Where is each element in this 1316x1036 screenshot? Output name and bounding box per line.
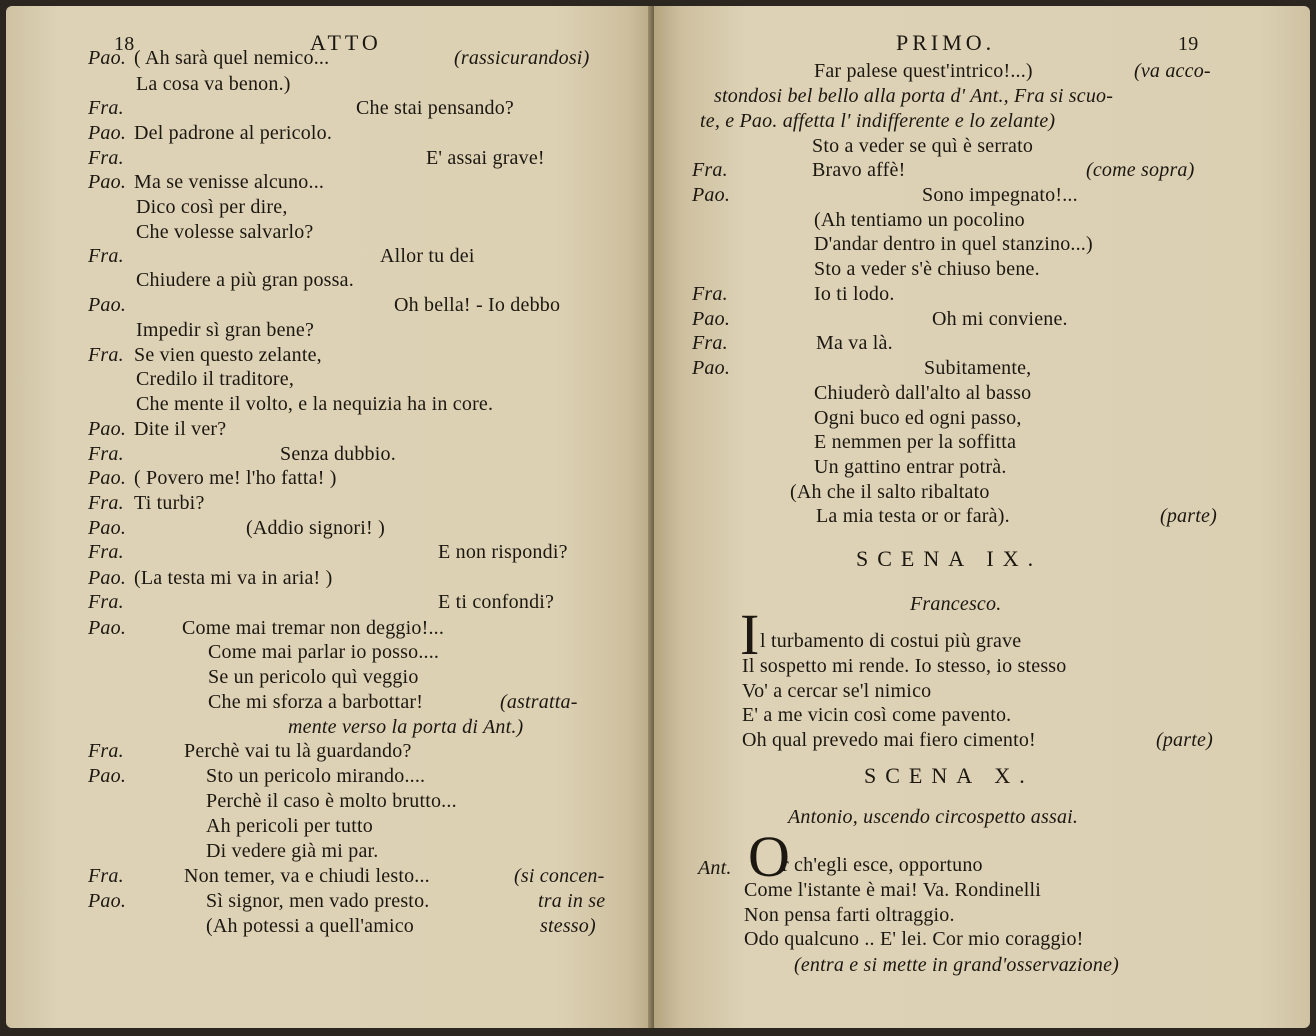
page-number: 18 bbox=[114, 33, 135, 55]
verse-line: Che stai pensando? bbox=[356, 97, 515, 119]
speaker-label: Fra. bbox=[692, 283, 728, 305]
verse-line: Sto a veder se quì è serrato bbox=[812, 135, 1034, 157]
verse-line: (La testa mi va in aria! ) bbox=[134, 567, 333, 589]
verse-line: Un gattino entrar potrà. bbox=[814, 456, 1007, 478]
verse-line: Odo qualcuno .. E' lei. Cor mio coraggio! bbox=[744, 928, 1084, 950]
speaker-label: Pao. bbox=[88, 765, 127, 787]
verse-line: Sono impegnato!... bbox=[922, 184, 1078, 206]
speaker-label: Fra. bbox=[88, 245, 124, 267]
verse-line: Sto a veder s'è chiuso bene. bbox=[814, 258, 1040, 280]
speaker-label: Fra. bbox=[88, 443, 124, 465]
verse-line: Del padrone al pericolo. bbox=[134, 122, 333, 144]
running-head: ATTO bbox=[310, 30, 382, 55]
verse-line: (Ah potessi a quell'amico bbox=[206, 915, 414, 937]
speaker-label: Pao. bbox=[88, 294, 127, 316]
drop-cap: I bbox=[740, 602, 760, 667]
speaker-label: Fra. bbox=[88, 492, 124, 514]
verse-line: Oh qual prevedo mai fiero cimento! bbox=[742, 729, 1036, 751]
verse-line: Non pensa farti oltraggio. bbox=[744, 904, 955, 926]
speaker-label: Fra. bbox=[88, 147, 124, 169]
verse-line: Oh mi conviene. bbox=[932, 308, 1068, 330]
speaker-label: Fra. bbox=[692, 159, 728, 181]
stage-direction: (va acco- bbox=[1134, 60, 1211, 82]
verse-line: Subitamente, bbox=[924, 357, 1032, 379]
verse-line: Non temer, va e chiudi lesto... bbox=[184, 865, 430, 887]
stage-direction: stesso) bbox=[540, 915, 596, 937]
scene-character: Antonio, uscendo circospetto assai. bbox=[788, 806, 1079, 828]
speaker-label: Fra. bbox=[88, 541, 124, 563]
speaker-label: Pao. bbox=[88, 890, 127, 912]
left-page bbox=[6, 6, 654, 1028]
verse-line: Dite il ver? bbox=[134, 418, 227, 440]
verse-line: Perchè vai tu là guardando? bbox=[184, 740, 412, 762]
speaker-label: Pao. bbox=[88, 617, 127, 639]
verse-line: Ti turbi? bbox=[134, 492, 205, 514]
stage-direction: (parte) bbox=[1156, 729, 1213, 751]
speaker-label: Pao. bbox=[88, 122, 127, 144]
verse-line: Ogni buco ed ogni passo, bbox=[814, 407, 1022, 429]
verse-line: Credilo il traditore, bbox=[136, 368, 295, 390]
verse-line: Ah pericoli per tutto bbox=[206, 815, 373, 837]
speaker-label: Pao. bbox=[692, 184, 731, 206]
verse-line: E' assai grave! bbox=[426, 147, 545, 169]
stage-direction: mente verso la porta di Ant.) bbox=[288, 716, 524, 738]
verse-line: Perchè il caso è molto brutto... bbox=[206, 790, 457, 812]
speaker-label: Pao. bbox=[88, 517, 127, 539]
right-page bbox=[654, 6, 1310, 1028]
verse-line: Chiudere a più gran possa. bbox=[136, 269, 354, 291]
verse-line: Che mente il volto, e la nequizia ha in core. bbox=[136, 393, 494, 415]
verse-line: Se vien questo zelante, bbox=[134, 344, 322, 366]
speaker-label: Fra. bbox=[88, 344, 124, 366]
scene-heading: SCENA IX. bbox=[856, 546, 1043, 571]
verse-line: E' a me vicin così come pavento. bbox=[742, 704, 1012, 726]
page-number: 19 bbox=[1178, 33, 1199, 55]
verse-line: E nemmen per la soffitta bbox=[814, 431, 1017, 453]
speaker-label: Pao. bbox=[88, 467, 127, 489]
stage-direction: (come sopra) bbox=[1086, 159, 1195, 181]
speaker-label: Pao. bbox=[692, 308, 731, 330]
verse-line: Senza dubbio. bbox=[280, 443, 396, 465]
stage-direction: (si concen- bbox=[514, 865, 605, 887]
verse-line: (Ah tentiamo un pocolino bbox=[814, 209, 1025, 231]
drop-cap: O bbox=[748, 824, 791, 889]
verse-line: Vo' a cercar se'l nimico bbox=[742, 680, 932, 702]
stage-direction: (rassicurandosi) bbox=[454, 47, 590, 69]
speaker-label: Fra. bbox=[88, 591, 124, 613]
verse-line: (Ah che il salto ribaltato bbox=[790, 481, 990, 503]
verse-line: (Addio signori! ) bbox=[246, 517, 385, 539]
verse-line: Sì signor, men vado presto. bbox=[206, 890, 430, 912]
verse-line: Ma va là. bbox=[816, 332, 893, 354]
verse-line: Allor tu dei bbox=[380, 245, 475, 267]
verse-line: Bravo affè! bbox=[812, 159, 906, 181]
speaker-label: Fra. bbox=[88, 865, 124, 887]
verse-line: Che mi sforza a barbottar! bbox=[208, 691, 424, 713]
stage-direction: tra in se bbox=[538, 890, 606, 912]
verse-line: l turbamento di costui più grave bbox=[760, 630, 1022, 652]
verse-line: ( Povero me! l'ho fatta! ) bbox=[134, 467, 337, 489]
verse-line: Di vedere già mi par. bbox=[206, 840, 379, 862]
verse-line: r ch'egli esce, opportuno bbox=[782, 854, 983, 876]
speaker-label: Fra. bbox=[88, 740, 124, 762]
speaker-label: Pao. bbox=[88, 171, 127, 193]
running-head: PRIMO. bbox=[896, 30, 996, 55]
verse-line: Ma se venisse alcuno... bbox=[134, 171, 325, 193]
verse-line: Far palese quest'intrico!...) bbox=[814, 60, 1033, 82]
verse-line: La cosa va benon.) bbox=[136, 73, 291, 95]
verse-line: Impedir sì gran bene? bbox=[136, 319, 315, 341]
verse-line: Oh bella! - Io debbo bbox=[394, 294, 561, 316]
verse-line: Io ti lodo. bbox=[814, 283, 895, 305]
speaker-label: Ant. bbox=[698, 857, 732, 879]
verse-line: Che volesse salvarlo? bbox=[136, 221, 314, 243]
verse-line: Sto un pericolo mirando.... bbox=[206, 765, 426, 787]
verse-line: Il sospetto mi rende. Io stesso, io stesso bbox=[742, 655, 1067, 677]
verse-line: E ti confondi? bbox=[438, 591, 555, 613]
verse-line: Chiuderò dall'alto al basso bbox=[814, 382, 1032, 404]
verse-line: Come mai parlar io posso.... bbox=[208, 641, 440, 663]
stage-direction: te, e Pao. affetta l' indifferente e lo zelante) bbox=[700, 110, 1056, 132]
speaker-label: Fra. bbox=[692, 332, 728, 354]
stage-direction: (astratta- bbox=[500, 691, 578, 713]
verse-line: ( Ah sarà quel nemico... bbox=[134, 47, 330, 69]
speaker-label: Fra. bbox=[88, 97, 124, 119]
verse-line: Come l'istante è mai! Va. Rondinelli bbox=[744, 879, 1042, 901]
verse-line: D'andar dentro in quel stanzino...) bbox=[814, 233, 1093, 255]
verse-line: Come mai tremar non deggio!... bbox=[182, 617, 445, 639]
speaker-label: Pao. bbox=[88, 47, 127, 69]
speaker-label: Pao. bbox=[692, 357, 731, 379]
stage-direction: (parte) bbox=[1160, 505, 1217, 527]
verse-line: Dico così per dire, bbox=[136, 196, 288, 218]
scene-heading: SCENA X. bbox=[864, 763, 1034, 788]
scene-character: Francesco. bbox=[910, 593, 1002, 615]
verse-line: La mia testa or or farà). bbox=[816, 505, 1010, 527]
speaker-label: Pao. bbox=[88, 418, 127, 440]
speaker-label: Pao. bbox=[88, 567, 127, 589]
stage-direction: (entra e si mette in grand'osservazione) bbox=[794, 954, 1120, 976]
verse-line: E non rispondi? bbox=[438, 541, 568, 563]
verse-line: Se un pericolo quì veggio bbox=[208, 666, 419, 688]
stage-direction: stondosi bel bello alla porta d' Ant., Fra si scuo- bbox=[714, 85, 1114, 107]
